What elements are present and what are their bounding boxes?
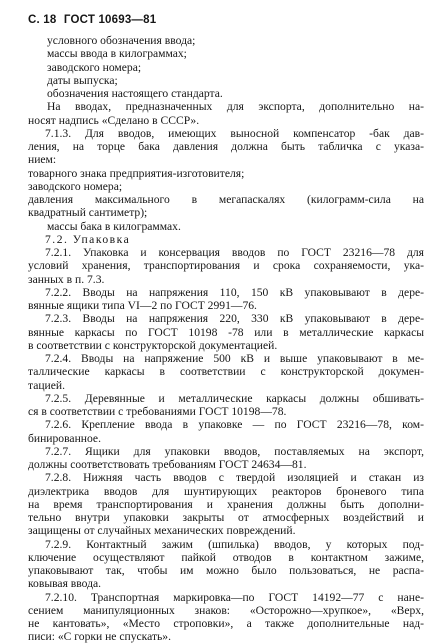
- text-line: занных в п. 7.3.: [28, 272, 105, 286]
- text-line: давления максимального в мегапаскалях (килограмм-сила на: [28, 193, 424, 206]
- text-line: ковывая ввода.: [28, 577, 102, 591]
- text-line: тельно внутри упаковки закрыты от атмосферных воздействий и: [28, 511, 424, 524]
- text-line: обозначения настоящего стандарта.: [47, 87, 223, 100]
- text-line: квадратный сантиметр);: [28, 206, 148, 220]
- text-line: даты выпуска;: [47, 73, 118, 87]
- text-line: нием:: [28, 153, 57, 167]
- page-header: [28, 14, 424, 26]
- text-line: носят надпись «Сделано в СССР».: [28, 113, 200, 127]
- text-line: не кантовать», «Место строповки», а также дополнительные над-: [28, 617, 424, 630]
- text-line: массы бака в килограммах.: [47, 219, 181, 233]
- text-line: ключение осуществляют пайкой отводов в контактном зажиме,: [28, 550, 424, 564]
- document-page: [28, 14, 424, 644]
- text-line: 7.2.3. Вводы на напряжения 220, 330 кВ упаковывают в дере-: [45, 312, 424, 326]
- text-line: заводского номера;: [28, 179, 123, 193]
- text-line: сением манипуляционных знаков: «Осторожно—хрупкое», «Верх,: [28, 603, 424, 617]
- text-line: ся в соответствии с требованиями ГОСТ 10198—78.: [28, 405, 287, 418]
- text-line: тацией.: [28, 378, 66, 392]
- page-number: С. 18: [28, 14, 57, 26]
- text-line: 7.2.4. Вводы на напряжение 500 кВ и выше упаковывают в ме-: [45, 352, 424, 365]
- standard-designation: ГОСТ 10693—81: [63, 14, 157, 26]
- text-line: упаковывают так, чтобы им можно было пользоваться, не распа-: [28, 564, 424, 577]
- text-line: 7.2.9. Контактный зажим (шпилька) вводов, у которых под-: [45, 537, 424, 551]
- document-body: [28, 34, 424, 644]
- text-line: 7.1.3. Для вводов, имеющих выносной компенсатор -бак дав-: [45, 126, 424, 140]
- text-line: условий хранения, транспортирования и срока сохраняемости, ука-: [28, 259, 424, 273]
- text-line: 7.2.6. Крепление ввода в упаковке — по ГОСТ 23216—78, ком-: [45, 418, 424, 432]
- text-line: ления, на торце бака давления должна быть табличка с указа-: [28, 140, 424, 153]
- text-line: 7.2. Упаковка: [45, 232, 131, 246]
- text-line: 7.2.7. Ящики для упаковки вводов, поставляемых на экспорт,: [45, 444, 424, 458]
- text-line: 7.2.2. Вводы на напряжения 110, 150 кВ упаковывают в дере-: [45, 285, 424, 299]
- text-line: На вводах, предназначенных для экспорта, дополнительно на-: [47, 100, 424, 114]
- text-line: 7.2.5. Деревянные и металлические каркасы должны обшивать-: [45, 391, 424, 405]
- text-line: бинированное.: [28, 431, 101, 445]
- text-line: массы ввода в килограммах;: [47, 47, 187, 61]
- text-line: диэлектрика вводов для шунтирующих реакторов броневого типа: [28, 484, 424, 498]
- text-line: вянные каркасы по ГОСТ 10198 -78 или в металлические каркасы: [28, 325, 424, 339]
- text-line: в соответствии с конструкторской документацией.: [28, 338, 278, 352]
- text-line: защищены от случайных механических повреждений.: [28, 524, 296, 538]
- text-line: 7.2.10. Транспортная маркировка—по ГОСТ 14192—77 с нане-: [45, 590, 424, 604]
- text-line: 7.2.1. Упаковка и консервация вводов по ГОСТ 23216—78 для: [45, 246, 424, 259]
- text-line: вянные ящики типа VI—2 по ГОСТ 2991—76.: [28, 299, 257, 312]
- text-line: должны соответствовать требованиям ГОСТ 24634—81.: [28, 458, 307, 471]
- text-line: на время транспортирования и хранения должны быть дополни-: [28, 497, 424, 511]
- text-line: таллические каркасы в соответствии с конструкторской докумен-: [28, 365, 424, 379]
- text-line: писи: «С горки не спускать».: [28, 630, 171, 644]
- text-line: условного обозначения ввода;: [47, 34, 196, 47]
- text-line: заводского номера;: [47, 60, 142, 74]
- text-line: товарного знака предприятия-изготовителя;: [28, 166, 245, 180]
- text-line: 7.2.8. Нижняя часть вводов с твердой изоляцией и стакан из: [45, 471, 424, 485]
